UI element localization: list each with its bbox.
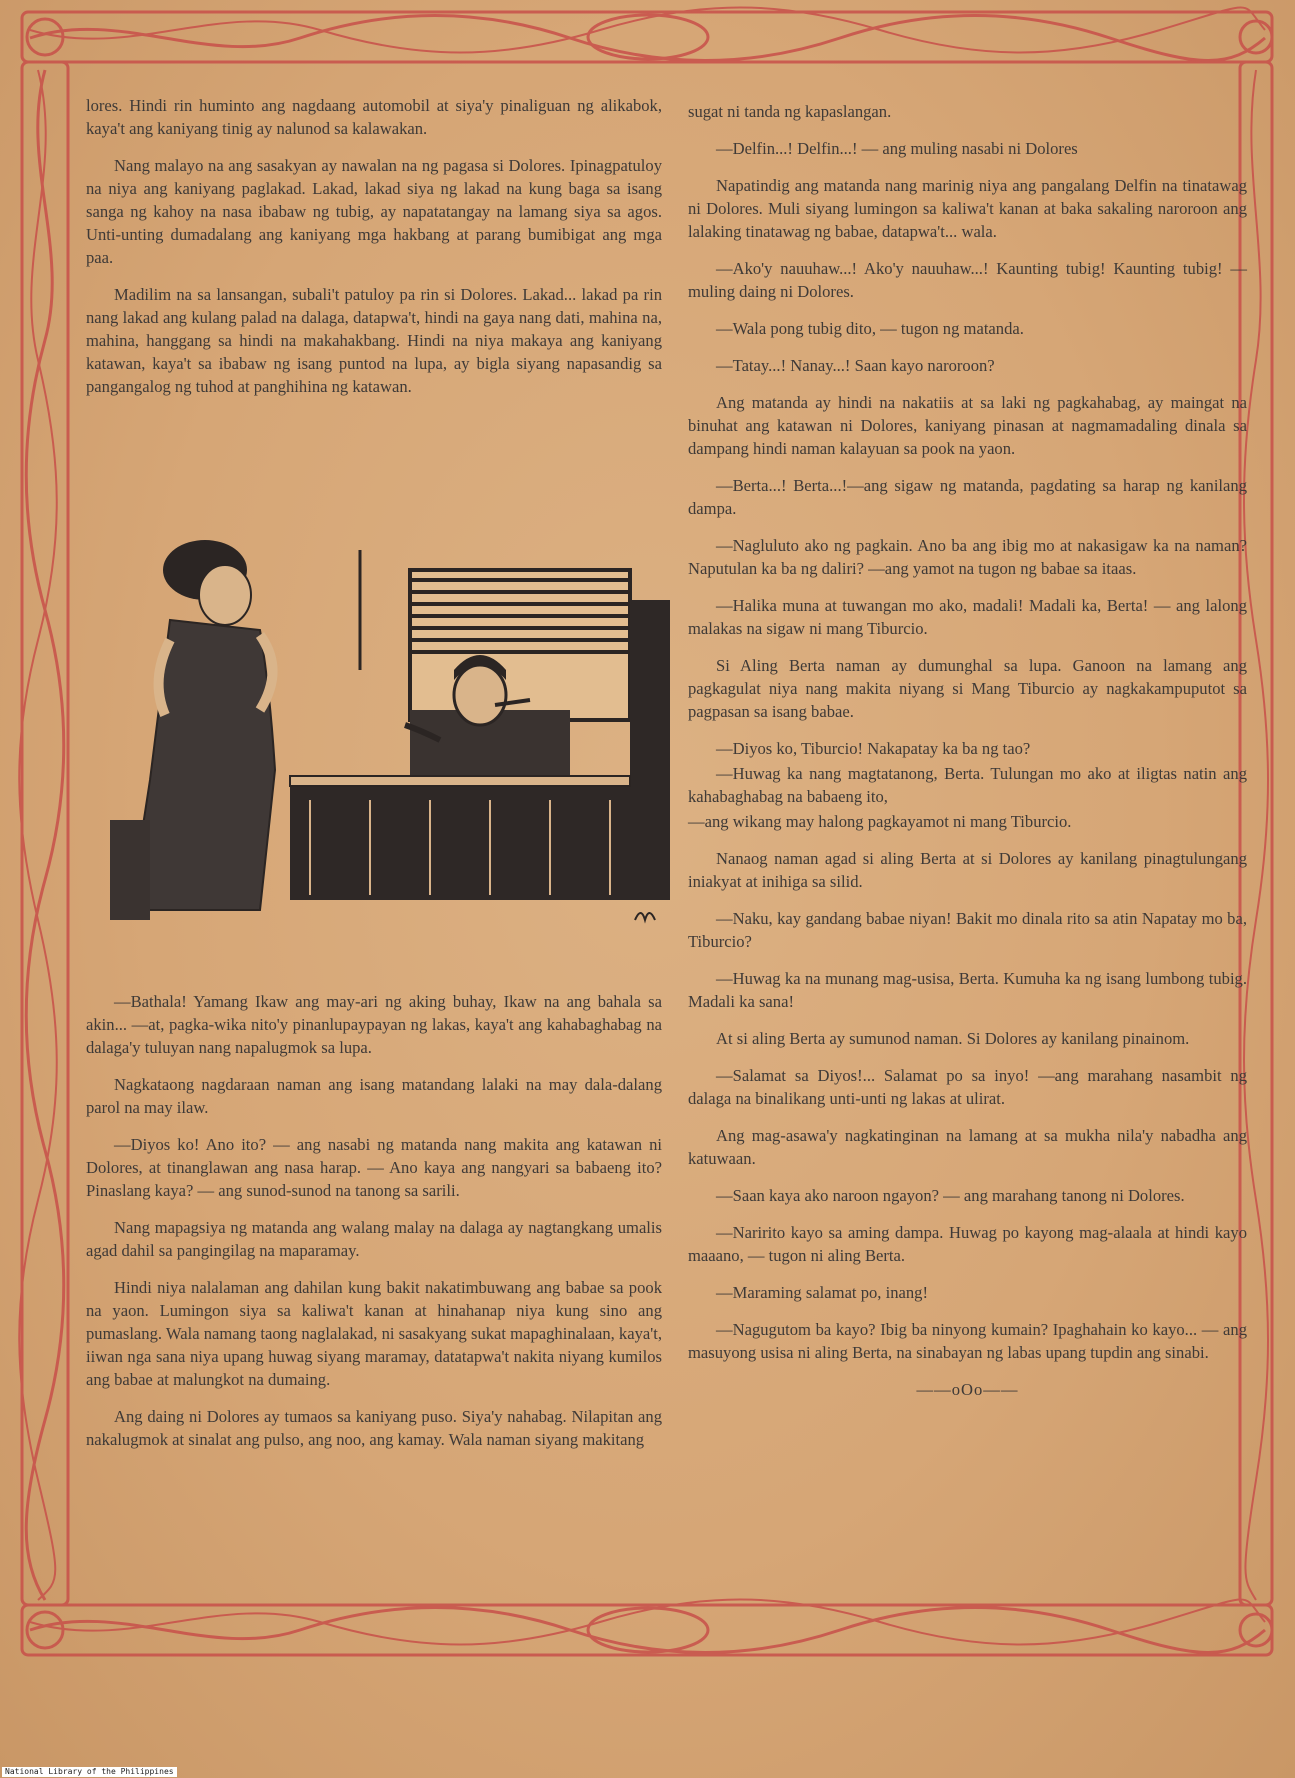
paragraph: Napatindig ang matanda nang marinig niya ang pangalang Delfin na tinatawag ni Dolores. Muli siyang lumingon sa kaliwa't kanan at baka sakaling naroroon ang lalaking tinatawag ng babae, datapwa't... wala. [688, 176, 1247, 241]
paragraph: —Delfin...! Delfin...! — ang muling nasabi ni Dolores [716, 139, 1078, 158]
paragraph: —Halika muna at tuwangan mo ako, madali! Madali ka, Berta! — ang lalong malakas na sigaw ni mang Tiburcio. [688, 596, 1247, 638]
paragraph: Hindi niya nalalaman ang dahilan kung bakit nakatimbuwang ang babae sa pook na yaon. Lumingon siya sa kaliwa't kanan at hinahanap niya kung sino ang pumaslang. Wala namang taong naglalakad, ni sasakyang sukat mapaghinalaan, kaya't, iiwan nga sana niya upang huwag siyang maramay, datatapwa't nakita niyang kumilos ang babae at malungkot na dumaing. [86, 1278, 662, 1389]
paragraph: —Diyos ko! Ano ito? — ang nasabi ng matanda nang makita ang katawan ni Dolores, at tinanglawan ang nasa harap. — Ano kaya ang nangyari sa babaeng ito? Pinaslang kaya? — ang sunod-sunod na tanong sa sarili. [86, 1135, 662, 1200]
paragraph: Nang mapagsiya ng matanda ang walang malay na dalaga ay nagtangkang umalis agad dahil sa pangingilag na maparamay. [86, 1218, 662, 1260]
paragraph: —Nagugutom ba kayo? Ibig ba ninyong kumain? Ipaghahain ko kayo... — ang masuyong usisa ni aling Berta, na sinabayan ng labas upang tupdin ang sinabi. [688, 1320, 1247, 1362]
paragraph: —Bathala! Yamang Ikaw ang may-ari ng aking buhay, Ikaw na ang bahala sa akin... —at, pagka-wika nito'y pinanlupaypayan ng lakas, kaya't ang kahabaghabag na dalaga'y tuluyan nang napalugmok sa lupa. [86, 992, 662, 1057]
desk [290, 776, 630, 900]
section-separator: ——oOo—— [916, 1380, 1019, 1399]
paragraph: —Huwag ka na munang mag-usisa, Berta. Kumuha ka ng isang lumbong tubig. Madali ka sana! [688, 969, 1247, 1011]
paragraph: —Nagluluto ako ng pagkain. Ano ba ang ibig mo at nakasigaw ka na naman? Naputulan ka ba ng daliri? —ang yamot na tugon ng babae sa itaas. [688, 536, 1247, 578]
paragraph: Ang mag-asawa'y nagkatinginan na lamang at sa mukha nila'y nabadha ang katuwaan. [688, 1126, 1247, 1168]
paragraph: At si aling Berta ay sumunod naman. Si Dolores ay kanilang pinainom. [716, 1029, 1190, 1048]
paragraph: —Huwag ka nang magtatanong, Berta. Tulungan mo ako at iligtas natin ang kahabaghabag na babaeng ito, [688, 764, 1247, 806]
paragraph: Madilim na sa lansangan, subali't patuloy pa rin si Dolores. Lakad... lakad pa rin nang lakad ang kulang palad na dalaga, datapwa't, hindi na gaya nang dati, mahina na, mahina, hanggang sa hindi na makahakbang. Hindi na niya makaya ang kaniyang katawan, kaya't sa ibabaw ng isang puntod na lupa, ay bigla siyang napasandig sa pangangalog ng tuhod at panghihina ng katawan. [86, 285, 662, 396]
article-column-right [688, 100, 1247, 1415]
paragraph: Ang matanda ay hindi na nakatiis at sa laki ng pagkahabag, ay maingat na binuhat ang katawan ni Dolores, kaniyang pinasan at nagmamadaling dinala sa dampang hindi naman kalayuan sa pook na yaon. [688, 393, 1247, 458]
paragraph: Nanaog naman agad si aling Berta at si Dolores ay kanilang pinagtulungang iniakyat at inihiga sa silid. [688, 849, 1247, 891]
paragraph: —Tatay...! Nanay...! Saan kayo naroroon? [716, 356, 995, 375]
article-column-left-bottom [86, 990, 662, 1465]
paragraph: Nang malayo na ang sasakyan ay nawalan na ng pagasa si Dolores. Ipinagpatuloy na niya ang kaniyang paglakad. Lakad, lakad siya ng lakad na kung baga sa isang sanga ng kahoy na nasa ibabaw ng tubig, ay napatatangay na lamang siya sa agos. Unti-unting dumadalang ang kaniyang mga hakbang at parang bumibigat ang mga paa. [86, 156, 662, 267]
footer-credit: National Library of the Philippines [2, 1767, 177, 1777]
story-illustration [110, 540, 670, 940]
paragraph: —Salamat sa Diyos!... Salamat po sa inyo! —ang marahang nasambit ng dalaga na binalikang unti-unti ng lakas at ulirat. [688, 1066, 1247, 1108]
paragraph: —Berta...! Berta...!—ang sigaw ng matanda, pagdating sa harap ng kanilang dampa. [688, 476, 1247, 518]
paragraph: Ang daing ni Dolores ay tumaos sa kaniyang puso. Siya'y nahabag. Nilapitan ang nakalugmok at sinalat ang pulso, ang noo, ang kamay. Wala naman siyang makitang [86, 1407, 662, 1449]
paragraph: —Naririto kayo sa aming dampa. Huwag po kayong mag-alaala at hindi kayo maaano, — tugon ni aling Berta. [688, 1223, 1247, 1265]
paragraph: Nagkataong nagdaraan naman ang isang matandang lalaki na may dala-dalang parol na may ilaw. [86, 1075, 662, 1117]
article-column-left-top [86, 94, 662, 412]
paragraph: sugat ni tanda ng kapaslangan. [688, 102, 892, 121]
paragraph: —Wala pong tubig dito, — tugon ng matanda. [716, 319, 1024, 338]
paragraph: —Ako'y nauuhaw...! Ako'y nauuhaw...! Kaunting tubig! Kaunting tubig! — muling daing ni Dolores. [688, 259, 1247, 301]
artist-signature [635, 913, 655, 920]
paragraph: —Saan kaya ako naroon ngayon? — ang marahang tanong ni Dolores. [716, 1186, 1185, 1205]
standing-woman-figure [110, 540, 275, 920]
paragraph: —Diyos ko, Tiburcio! Nakapatay ka ba ng tao? [716, 739, 1031, 758]
paragraph: —ang wikang may halong pagkayamot ni mang Tiburcio. [688, 812, 1072, 831]
paragraph: —Naku, kay gandang babae niyan! Bakit mo dinala rito sa atin Napatay mo ba, Tiburcio? [688, 909, 1247, 951]
paragraph: —Maraming salamat po, inang! [716, 1283, 928, 1302]
paragraph: lores. Hindi rin huminto ang nagdaang automobil at siya'y pinaliguan ng alikabok, kaya't ang kaniyang tinig ay nalunod sa kalawakan. [86, 96, 662, 138]
paragraph: Si Aling Berta naman ay dumunghal sa lupa. Ganoon na lamang ang pagkagulat niya nang makita niyang si Mang Tiburcio ay nagkakampuputot sa pagpasan sa isang babae. [688, 656, 1247, 721]
